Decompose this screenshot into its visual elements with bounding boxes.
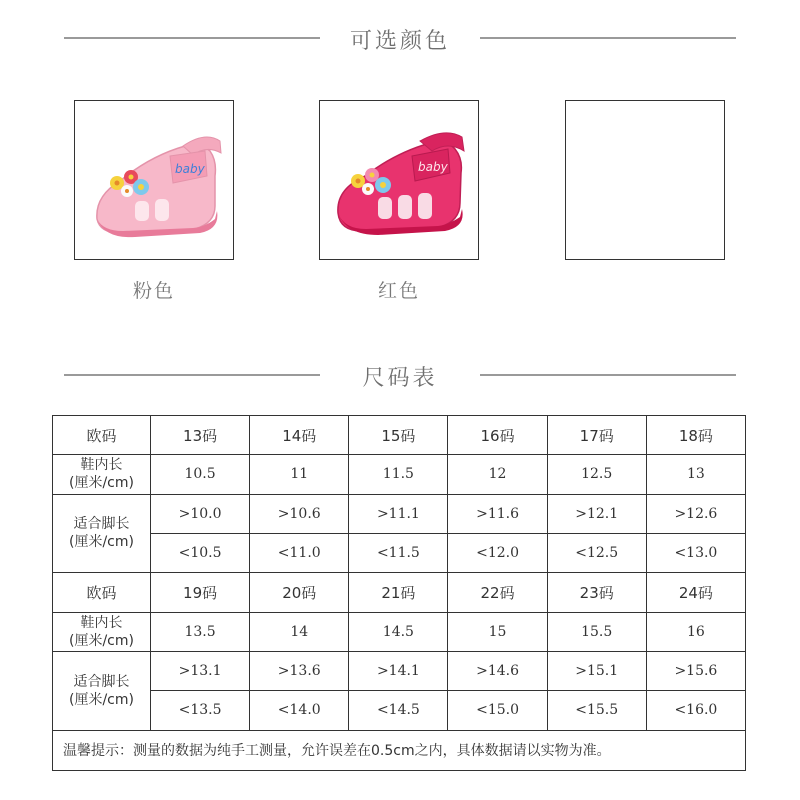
foot-min-cell: >15.6 [646,651,745,690]
eu-size-cell: 16码 [448,416,547,455]
inner-length-cell: 13.5 [151,612,250,651]
size-section-title: 尺码表 [362,366,438,391]
foot-max-cell: <14.5 [349,691,448,730]
table-row [53,533,746,572]
inner-length-label [53,612,151,651]
inner-length-cell: 15.5 [547,612,646,651]
inner-length-cell: 16 [646,612,745,651]
foot-length-label-line1: 适合脚长 [73,673,130,690]
pink-sandal-image [75,101,234,260]
foot-max-cell: <13.0 [646,533,745,572]
inner-length-cell: 12.5 [547,455,646,494]
eu-size-label: 欧码 [53,573,151,612]
foot-max-cell: <15.5 [547,691,646,730]
inner-length-cell: 10.5 [151,455,250,494]
header-divider-right [480,374,736,376]
foot-min-cell: >14.6 [448,651,547,690]
inner-length-cell: 11 [250,455,349,494]
swatch-label-red: 红色 [377,280,420,302]
eu-size-label: 欧码 [53,416,151,455]
inner-length-cell: 14 [250,612,349,651]
eu-size-cell: 19码 [151,573,250,612]
foot-length-label [53,651,151,730]
eu-size-cell: 14码 [250,416,349,455]
foot-max-cell: <12.0 [448,533,547,572]
inner-length-label-line2: (厘米/cm) [69,475,134,492]
inner-length-cell: 12 [448,455,547,494]
foot-max-cell: <10.5 [151,533,250,572]
eu-size-cell: 13码 [151,416,250,455]
eu-size-cell: 22码 [448,573,547,612]
foot-length-label [53,494,151,573]
foot-max-cell: <12.5 [547,533,646,572]
foot-min-cell: >13.1 [151,651,250,690]
eu-size-cell: 20码 [250,573,349,612]
foot-min-cell: >10.0 [151,494,250,533]
inner-length-label-line2: (厘米/cm) [69,632,134,649]
table-row [53,455,746,494]
eu-size-cell: 17码 [547,416,646,455]
color-swatch-pink[interactable] [74,100,234,260]
foot-max-cell: <16.0 [646,691,745,730]
foot-max-cell: <11.5 [349,533,448,572]
swatch-label-pink: 粉色 [132,280,175,302]
foot-max-cell: <13.5 [151,691,250,730]
foot-min-cell: >12.6 [646,494,745,533]
measurement-note: 温馨提示：测量的数据为纯手工测量，允许误差在0.5cm之内，具体数据请以实物为准。 [53,730,746,770]
inner-length-label-line1: 鞋内长 [80,457,123,474]
inner-length-label [53,455,151,494]
header-divider-right [480,37,736,39]
foot-length-label-line2: (厘米/cm) [69,691,134,708]
table-row [53,691,746,730]
table-row [53,612,746,651]
inner-length-cell: 14.5 [349,612,448,651]
foot-min-cell: >11.1 [349,494,448,533]
table-row [53,416,746,455]
foot-length-label-line2: (厘米/cm) [69,534,134,551]
foot-length-label-line1: 适合脚长 [73,516,130,533]
foot-min-cell: >13.6 [250,651,349,690]
color-swatch-red[interactable] [319,100,479,260]
foot-min-cell: >15.1 [547,651,646,690]
eu-size-cell: 23码 [547,573,646,612]
foot-min-cell: >12.1 [547,494,646,533]
table-row [53,494,746,533]
inner-length-cell: 11.5 [349,455,448,494]
eu-size-cell: 18码 [646,416,745,455]
foot-min-cell: >14.1 [349,651,448,690]
colors-section-title: 可选颜色 [349,29,450,54]
eu-size-cell: 24码 [646,573,745,612]
eu-size-cell: 15码 [349,416,448,455]
foot-max-cell: <15.0 [448,691,547,730]
inner-length-cell: 13 [646,455,745,494]
foot-max-cell: <11.0 [250,533,349,572]
table-row [53,730,746,770]
colors-section-header [0,18,800,58]
svg-text:baby: baby [175,162,205,176]
foot-min-cell: >11.6 [448,494,547,533]
inner-length-cell: 15 [448,612,547,651]
foot-max-cell: <14.0 [250,691,349,730]
eu-size-cell: 21码 [349,573,448,612]
foot-min-cell: >10.6 [250,494,349,533]
svg-text:baby: baby [418,160,448,174]
color-swatch-empty [565,100,725,260]
size-section-header [0,355,800,395]
size-chart-table [52,415,746,771]
inner-length-label-line1: 鞋内长 [80,614,123,631]
table-row [53,651,746,690]
table-row [53,573,746,612]
red-sandal-image [320,101,479,260]
